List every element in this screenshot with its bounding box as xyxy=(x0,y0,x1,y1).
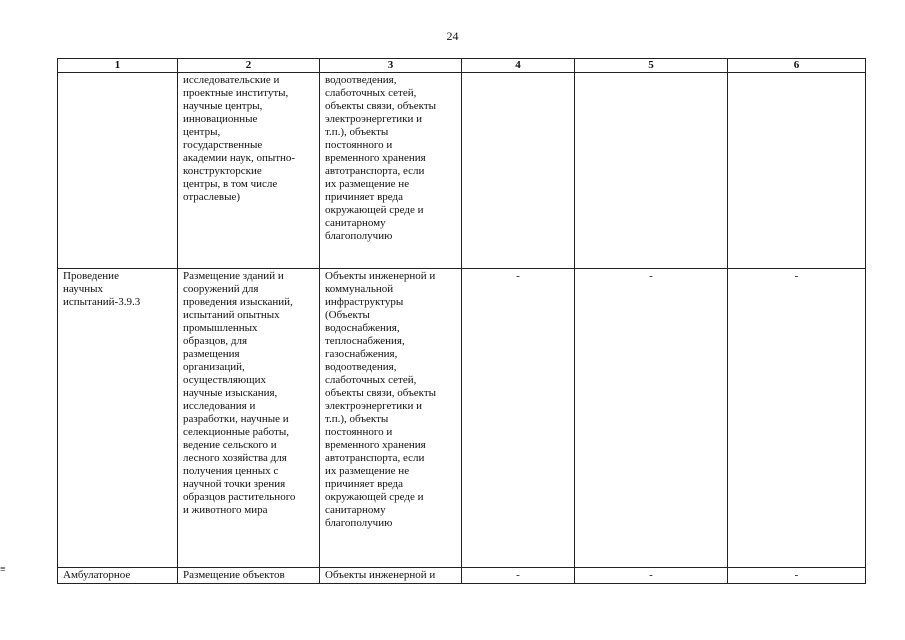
header-col-2: 2 xyxy=(178,59,320,73)
cell-name xyxy=(58,73,178,269)
cell-col-4 xyxy=(462,73,575,269)
cell-name: Проведение научных испытаний-3.9.3 xyxy=(58,269,178,568)
cell-auxiliary: водоотведения, слаботочных сетей, объекты связи, объекты электроэнергетики и т.п.), объекты постоянного и временного хранения автотранспорта, если их размещение не причиняет вреда окружающей среде и санитарному благополучию xyxy=(320,73,462,269)
cell-col-5 xyxy=(575,73,728,269)
cell-col-5: - xyxy=(575,568,728,584)
cell-description: Размещение объектов xyxy=(178,568,320,584)
margin-mark: ≡ xyxy=(0,564,6,575)
header-col-5: 5 xyxy=(575,59,728,73)
cell-name: Амбулаторное xyxy=(58,568,178,584)
cell-col-5: - xyxy=(575,269,728,568)
header-row xyxy=(58,59,866,73)
cell-description: Размещение зданий и сооружений для проведения изысканий, испытаний опытных промышленных образцов, для размещения организаций, осуществляющих научные изыскания, исследования и разработки, научные и селекционные работы, ведение сельского и лесного хозяйства для получения ценных с научной точки зрения образцов растительного и животного мира xyxy=(178,269,320,568)
header-col-6: 6 xyxy=(728,59,866,73)
land-use-table xyxy=(57,58,866,584)
table-row xyxy=(58,73,866,269)
header-col-1: 1 xyxy=(58,59,178,73)
cell-col-4: - xyxy=(462,568,575,584)
cell-description: исследовательские и проектные институты, научные центры, инновационные центры, государственные академии наук, опытно- конструкторские центры, в том числе отраслевые) xyxy=(178,73,320,269)
table-row xyxy=(58,568,866,584)
cell-col-6: - xyxy=(728,568,866,584)
table-row xyxy=(58,269,866,568)
cell-col-6: - xyxy=(728,269,866,568)
cell-auxiliary: Объекты инженерной и коммунальной инфраструктуры (Объекты водоснабжения, теплоснабжения, газоснабжения, водоотведения, слаботочных сетей, объекты связи, объекты электроэнергетики и т.п.), объекты постоянного и временного хранения автотранспорта, если их размещение не причиняет вреда окружающей среде и санитарному благополучию xyxy=(320,269,462,568)
cell-col-6 xyxy=(728,73,866,269)
page-number: 24 xyxy=(446,29,459,43)
cell-auxiliary: Объекты инженерной и xyxy=(320,568,462,584)
cell-col-4: - xyxy=(462,269,575,568)
header-col-4: 4 xyxy=(462,59,575,73)
header-col-3: 3 xyxy=(320,59,462,73)
